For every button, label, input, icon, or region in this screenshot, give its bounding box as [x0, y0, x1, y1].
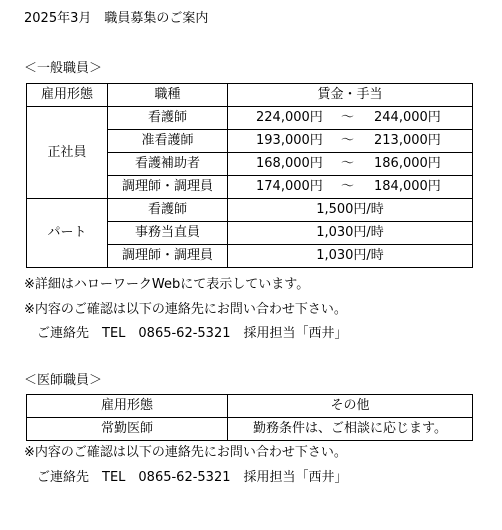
salary-min: 193,000円 [256, 133, 323, 148]
table-header-row [27, 84, 473, 107]
column-header: 職種 [108, 84, 228, 107]
hourly-wage-cell: 1,500円/時 [228, 199, 473, 222]
job-cell: 事務当直員 [108, 222, 228, 245]
contact-line: ご連絡先 TEL 0865-62-5321 採用担当「西井」 [24, 470, 348, 485]
note-line: ※内容のご確認は以下の連絡先にお問い合わせ下さい。 [24, 445, 347, 460]
contact-line: ご連絡先 TEL 0865-62-5321 採用担当「西井」 [24, 326, 348, 341]
column-header: 雇用形態 [27, 84, 108, 107]
salary-cell [228, 153, 473, 176]
column-header: 賃金・手当 [228, 84, 473, 107]
salary-max: 244,000円 [374, 110, 441, 125]
column-header: その他 [228, 395, 473, 418]
employment-type-cell: パート [27, 199, 108, 268]
employment-type-cell: 正社員 [27, 107, 108, 199]
job-cell: 調理師・調理員 [108, 245, 228, 268]
table-row [27, 199, 473, 222]
salary-max: 213,000円 [374, 133, 441, 148]
salary-range-sep: ～ [341, 179, 355, 194]
salary-cell [228, 130, 473, 153]
column-header: 雇用形態 [27, 395, 228, 418]
salary-range-sep: ～ [341, 156, 355, 171]
salary-max: 186,000円 [374, 156, 441, 171]
job-cell: 看護師 [108, 107, 228, 130]
hourly-wage-cell: 1,030円/時 [228, 245, 473, 268]
table-header-row [27, 395, 473, 418]
job-cell: 准看護師 [108, 130, 228, 153]
note-line: ※詳細はハローワークWebにて表示しています。 [24, 277, 310, 292]
table-row [27, 107, 473, 130]
hourly-wage-cell: 1,030円/時 [228, 222, 473, 245]
salary-min: 168,000円 [256, 156, 323, 171]
salary-max: 184,000円 [374, 179, 441, 194]
table-row [27, 418, 473, 441]
job-cell: 看護補助者 [108, 153, 228, 176]
page-title: 2025年3月 職員募集のご案内 [24, 11, 209, 26]
general-staff-table [26, 83, 473, 268]
salary-range-sep: ～ [341, 110, 355, 125]
other-cell: 勤務条件は、ご相談に応じます。 [228, 418, 473, 441]
doctor-staff-table [26, 394, 473, 441]
salary-cell [228, 176, 473, 199]
salary-cell [228, 107, 473, 130]
general-section-label: ＜一般職員＞ [24, 61, 103, 76]
salary-min: 174,000円 [256, 179, 323, 194]
job-cell: 調理師・調理員 [108, 176, 228, 199]
salary-min: 224,000円 [256, 110, 323, 125]
job-cell: 看護師 [108, 199, 228, 222]
doctor-section-label: ＜医師職員＞ [24, 373, 103, 388]
note-line: ※内容のご確認は以下の連絡先にお問い合わせ下さい。 [24, 302, 347, 317]
salary-range-sep: ～ [341, 133, 355, 148]
employment-type-cell: 常勤医師 [27, 418, 228, 441]
